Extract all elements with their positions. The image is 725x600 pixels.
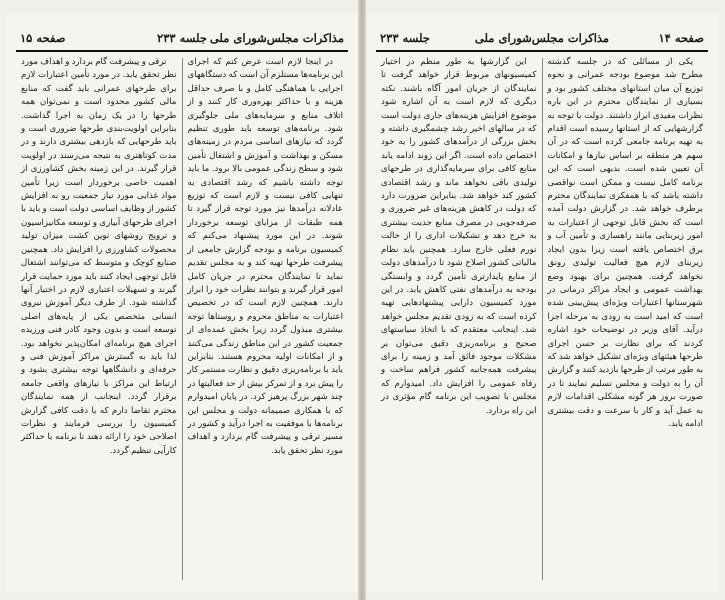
left-page-journal-title: مذاکرات مجلس‌شورای ملی bbox=[209, 31, 344, 45]
right-page-column-right-text: یکی از مسائلی که در جلسه گذشته مطرح شد موضوع بودجه عمرانی و نحوه توزیع آن میان استانهای مختلف کشور بود و بسیاری از نمایندگان محترم در این باره نظرات مفیدی ابراز داشتند. دولت با توجه به گزارشهایی که از استانها رسیده است اقدام به تهیه برنامه جامعی کرده است که در آن سهم هر منطقه بر اساس نیازها و امکانات آن تعیین شده است. بدیهی است که این برنامه کامل نیست و ممکن است نواقصی داشته باشد که با همفکری نمایندگان محترم برطرف خواهد شد. در گزارش دولت آمده است که بخش قابل توجهی از اعتبارات به امور زیربنایی مانند راهسازی و تأمین آب و برق اختصاص یافته است زیرا بدون ایجاد زیربنای لازم هیچ فعالیت تولیدی رونق نخواهد گرفت. همچنین برای بهبود وضع بهداشت عمومی و ایجاد مراکز درمانی در شهرستانها اعتبارات ویژه‌ای پیش‌بینی شده است که امید است به زودی به مرحله اجرا درآید. آقای وزیر در توضیحات خود اشاره کردند که برای نظارت بر حسن اجرای طرحها هیئتهای ویژه‌ای تشکیل خواهد شد که به طور مرتب از طرحها بازدید کنند و گزارش آن را به دولت و مجلس تسلیم نمایند تا در صورت بروز هر گونه مشکلی اقدامات لازم به عمل آید و کار با سرعت و دقت بیشتری ادامه یابد. bbox=[547, 57, 703, 429]
right-page bbox=[366, 14, 718, 592]
right-page-number: صفحه ۱۴ bbox=[658, 31, 704, 45]
left-page-column-left bbox=[16, 56, 182, 582]
right-page-header bbox=[376, 26, 708, 52]
left-page-number: صفحه ۱۵ bbox=[20, 31, 66, 45]
left-page-column-right-text: در اینجا لازم است عرض کنم که اجرای این برنامه‌ها مستلزم آن است که دستگاههای اجرایی با هماهنگی کامل و با صرف حداقل هزینه و با حداکثر بهره‌وری کار کنند و از اتلاف منابع و سرمایه‌های ملی جلوگیری شود. برنامه‌های توسعه باید طوری تنظیم گردد که نیازهای اساسی مردم در زمینه‌های مسکن و بهداشت و آموزش و اشتغال تأمین شود و سطح زندگی عمومی بالا برود. ما باید توجه داشته باشیم که رشد اقتصادی به تنهایی کافی نیست و لازم است که توزیع عادلانه درآمدها نیز مورد توجه قرار گیرد تا همه طبقات از مزایای توسعه برخوردار شوند. در این مورد پیشنهاد می‌کنم که کمیسیون برنامه و بودجه گزارش جامعی از پیشرفت طرحها تهیه کند و به مجلس تقدیم نماید تا نمایندگان محترم در جریان کامل امور قرار گیرند و بتوانند نظرات خود را ابراز دارند. همچنین لازم است که در تخصیص اعتبارات به مناطق محروم و روستاها توجه بیشتری مبذول گردد زیرا بخش عمده‌ای از جمعیت کشور در این مناطق زندگی می‌کنند و از امکانات اولیه محروم هستند. بنابراین باید با برنامه‌ریزی دقیق و نظارت مستمر کار را پیش برد و از تمرکز بیش از حد فعالیتها در چند شهر بزرگ پرهیز کرد. در پایان امیدوارم که با همکاری صمیمانه دولت و مجلس این برنامه‌ها با موفقیت به اجرا درآید و کشور در مسیر ترقی و پیشرفت گام بردارد و اهداف مورد نظر تحقق یابد. bbox=[187, 57, 343, 456]
right-page-column-right bbox=[543, 56, 709, 582]
book-gutter bbox=[358, 0, 366, 600]
left-page-header bbox=[16, 26, 348, 52]
left-page-body bbox=[16, 56, 348, 582]
right-page-body bbox=[376, 56, 708, 582]
left-page-column-left-text: ترقی و پیشرفت گام بردارد و اهداف مورد نظر تحقق یابد. در مورد تأمین اعتبارات لازم برای طرحهای عمرانی باید گفت که منابع مالی کشور محدود است و نمی‌توان همه طرحها را در یک زمان به اجرا گذاشت. بنابراین اولویت‌بندی طرحها ضروری است و باید طرحهایی که بازدهی بیشتری دارند و در مدت کوتاهتری به نتیجه می‌رسند در اولویت قرار گیرند. در این زمینه بخش کشاورزی از اهمیت خاصی برخوردار است زیرا تأمین مواد غذایی مورد نیاز جمعیت رو به افزایش کشور از وظایف اساسی دولت است و باید با اجرای طرحهای آبیاری و توسعه مکانیزاسیون و ترویج روشهای نوین کشت میزان تولید محصولات کشاورزی را افزایش داد. همچنین صنایع کوچک و متوسط که می‌توانند اشتغال قابل توجهی ایجاد کنند باید مورد حمایت قرار گیرند و تسهیلات اعتباری لازم در اختیار آنها گذاشته شود. از طرف دیگر آموزش نیروی انسانی متخصص یکی از پایه‌های اصلی توسعه است و بدون وجود کادر فنی ورزیده اجرای هیچ برنامه‌ای امکان‌پذیر نخواهد بود. لذا باید به گسترش مراکز آموزش فنی و حرفه‌ای و دانشگاهها توجه بیشتری بشود و ارتباط این مراکز با نیازهای واقعی جامعه برقرار گردد. اینجانب از همه نمایندگان محترم تقاضا دارم که با دقت کافی گزارش کمیسیون را بررسی فرمایند و نظرات اصلاحی خود را ارائه دهند تا برنامه با حداکثر کارآیی تنظیم گردد. bbox=[21, 57, 177, 456]
right-page-session-number: جلسه ۲۳۳ bbox=[380, 31, 430, 45]
right-page-column-left bbox=[376, 56, 542, 582]
right-page-journal-title: مذاکرات مجلس‌شورای ملی bbox=[474, 31, 610, 45]
right-page-column-left-text: این گزارشها به طور منظم در اختیار کمیسیونهای مربوط قرار خواهد گرفت تا نمایندگان از جریان امور آگاه باشند. نکته دیگری که لازم است به آن اشاره شود موضوع افزایش هزینه‌های جاری دولت است که در سالهای اخیر رشد چشمگیری داشته و بخش بزرگی از درآمدهای کشور را به خود اختصاص داده است. اگر این روند ادامه یابد منابع کافی برای سرمایه‌گذاری در طرحهای تولیدی باقی نخواهد ماند و رشد اقتصادی کشور کند خواهد شد. بنابراین ضرورت دارد که دولت در کاهش هزینه‌های غیر ضروری و صرفه‌جویی در مصرف منابع جدیت بیشتری به خرج دهد و تشکیلات اداری را از حالت تورم فعلی خارج سازد. همچنین باید نظام مالیاتی کشور اصلاح شود تا درآمدهای دولت از منابع پایدارتری تأمین گردد و وابستگی بودجه به درآمدهای نفتی کاهش یابد. در این مورد کمیسیون دارایی پیشنهادهایی تهیه کرده است که به زودی تقدیم مجلس خواهد شد. اینجانب معتقدم که با اتخاذ سیاستهای صحیح و برنامه‌ریزی دقیق می‌توان بر مشکلات موجود فائق آمد و زمینه را برای پیشرفت همه‌جانبه کشور فراهم ساخت و رفاه عمومی را افزایش داد. امیدوارم که مجلس با تصویب این برنامه گام مؤثری در این راه بردارد. bbox=[381, 57, 537, 416]
left-page-column-right bbox=[183, 56, 349, 582]
left-page-session-number: جلسه ۲۳۳ bbox=[157, 31, 207, 45]
left-page bbox=[6, 14, 358, 592]
